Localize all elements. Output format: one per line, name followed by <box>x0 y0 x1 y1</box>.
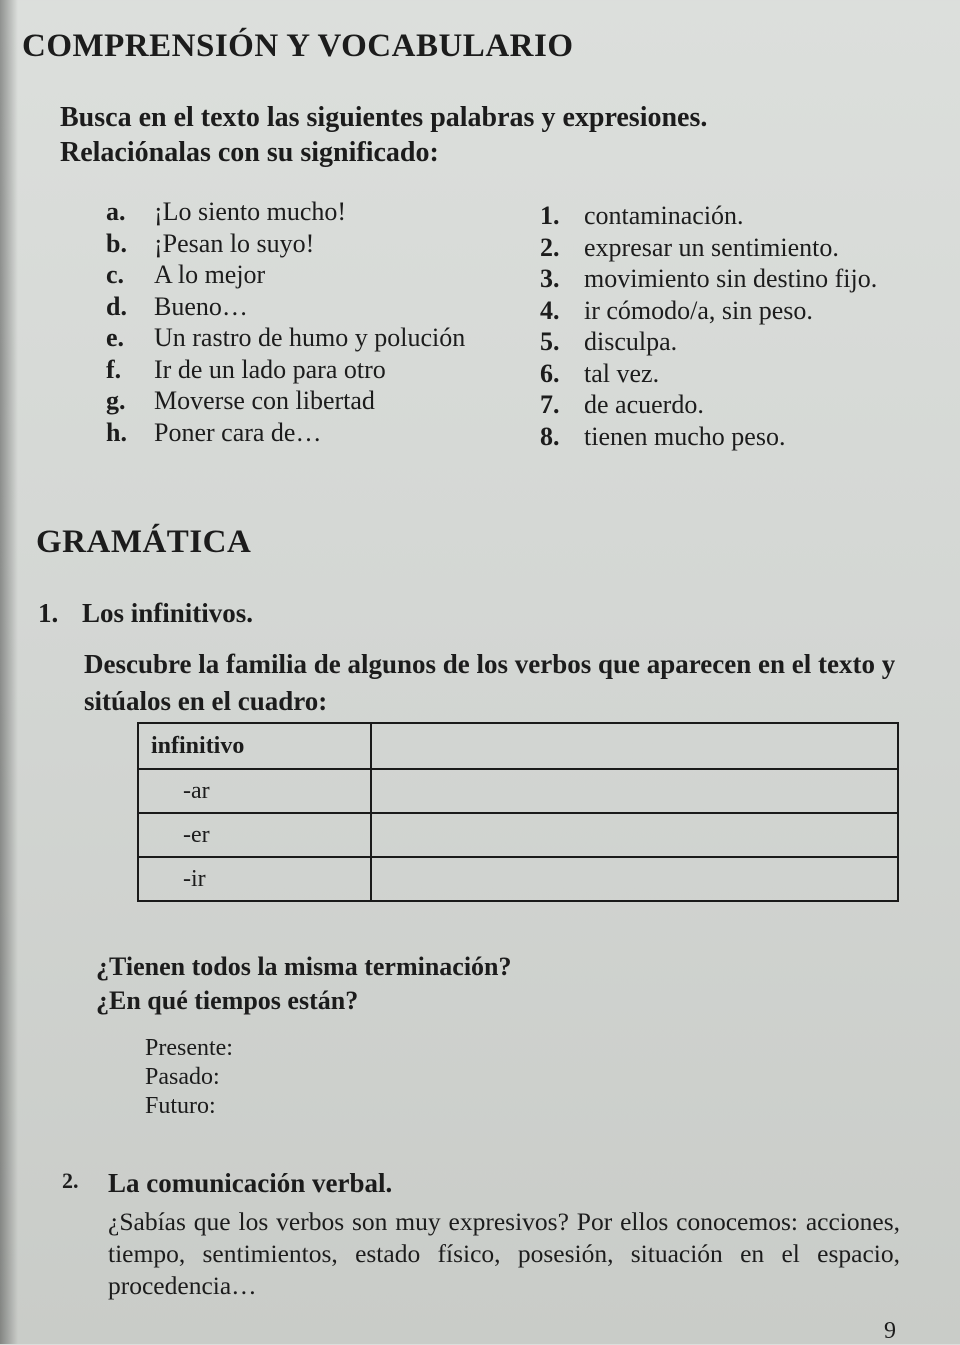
instruction-line-1: Busca en el texto las siguientes palabras y expresiones. <box>60 102 708 133</box>
item-key: g. <box>106 386 126 415</box>
table-header-cell: infinitivo <box>138 723 371 769</box>
item-key: f. <box>106 354 122 384</box>
list-item <box>540 263 877 295</box>
item-text: movimiento sin destino fijo. <box>584 264 878 293</box>
section-2-paragraph: ¿Sabías que los verbos son muy expresivos? Por ellos conocemos: acciones, tiempo, sentimientos, estado físico, posesión, situación en el espacio, procedencia… <box>108 1207 900 1300</box>
item-key: 8. <box>540 421 560 451</box>
list-item <box>106 259 465 291</box>
list-item <box>540 358 877 390</box>
table-cell-blank[interactable] <box>371 813 898 857</box>
section-number: 1. <box>38 598 59 628</box>
comprehension-instruction <box>60 100 707 170</box>
instruction-line-2: Relaciónalas con su significado: <box>60 137 439 168</box>
table-row <box>138 769 898 813</box>
item-text: tal vez. <box>584 358 660 388</box>
table-cell-blank[interactable] <box>371 723 898 769</box>
grammar-heading: GRAMÁTICA <box>36 524 252 560</box>
item-text: A lo mejor <box>154 260 266 289</box>
item-key: b. <box>106 228 127 258</box>
item-text: Un rastro de humo y polución <box>154 323 466 352</box>
item-text: Poner cara de… <box>154 417 322 447</box>
item-key: 1. <box>540 201 560 230</box>
list-item <box>106 291 465 323</box>
list-item <box>540 421 877 453</box>
item-key: 4. <box>540 295 560 325</box>
table-row-label: -ar <box>138 769 371 813</box>
page-number: 9 <box>884 1318 896 1344</box>
list-item <box>540 295 877 327</box>
item-text: expresar un sentimiento. <box>584 232 839 262</box>
item-text: Moverse con libertad <box>154 386 375 415</box>
tense-presente: Presente: <box>145 1035 233 1061</box>
section-1-task: Descubre la familia de algunos de los verbos que aparecen en el texto y sitúalos en el cuadro: <box>84 649 896 716</box>
item-key: 3. <box>540 264 560 293</box>
item-key: e. <box>106 323 125 352</box>
section-title-text: Los infinitivos. <box>82 598 254 628</box>
table-cell-blank[interactable] <box>371 857 898 901</box>
infinitive-table <box>137 722 899 902</box>
item-text: tienen mucho peso. <box>584 421 786 451</box>
item-key: d. <box>106 291 127 321</box>
list-item <box>106 385 465 417</box>
section-title-text: La comunicación verbal. <box>108 1168 393 1198</box>
tense-futuro: Futuro: <box>145 1093 216 1119</box>
section-2-title <box>62 1168 392 1199</box>
page-edge-shadow <box>0 0 18 1344</box>
section-number: 2. <box>62 1168 79 1193</box>
list-item <box>106 354 465 386</box>
table-row <box>138 857 898 901</box>
tense-pasado: Pasado: <box>145 1064 220 1090</box>
meanings-list <box>540 200 877 452</box>
list-item <box>106 322 465 354</box>
item-key: h. <box>106 417 127 447</box>
item-key: 5. <box>540 327 560 356</box>
item-key: a. <box>106 197 126 226</box>
list-item <box>106 196 465 228</box>
comprehension-heading: COMPRENSIÓN Y VOCABULARIO <box>22 28 574 64</box>
list-item <box>540 232 877 264</box>
question-2: ¿En qué tiempos están? <box>96 986 359 1015</box>
section-1-title <box>38 598 253 629</box>
table-header-row <box>138 723 898 769</box>
list-item <box>540 389 877 421</box>
item-text: disculpa. <box>584 327 678 356</box>
list-item <box>540 200 877 232</box>
table-row <box>138 813 898 857</box>
table-cell-blank[interactable] <box>371 769 898 813</box>
list-item <box>540 326 877 358</box>
item-text: ir cómodo/a, sin peso. <box>584 295 813 325</box>
table-row-label: -ir <box>138 857 371 901</box>
item-text: Ir de un lado para otro <box>154 354 386 384</box>
item-key: 6. <box>540 358 560 388</box>
item-text: ¡Pesan lo suyo! <box>154 228 315 258</box>
table-row-label: -er <box>138 813 371 857</box>
list-item <box>106 417 465 449</box>
item-text: de acuerdo. <box>584 390 704 419</box>
item-text: Bueno… <box>154 291 248 321</box>
question-1: ¿Tienen todos la misma terminación? <box>96 952 512 981</box>
questions-block <box>96 950 512 1018</box>
item-text: ¡Lo siento mucho! <box>154 197 347 226</box>
expressions-list <box>106 196 465 448</box>
tenses-list <box>145 1034 233 1121</box>
item-key: 2. <box>540 232 560 262</box>
item-key: 7. <box>540 390 560 419</box>
item-text: contaminación. <box>584 201 744 230</box>
item-key: c. <box>106 260 125 289</box>
list-item <box>106 228 465 260</box>
